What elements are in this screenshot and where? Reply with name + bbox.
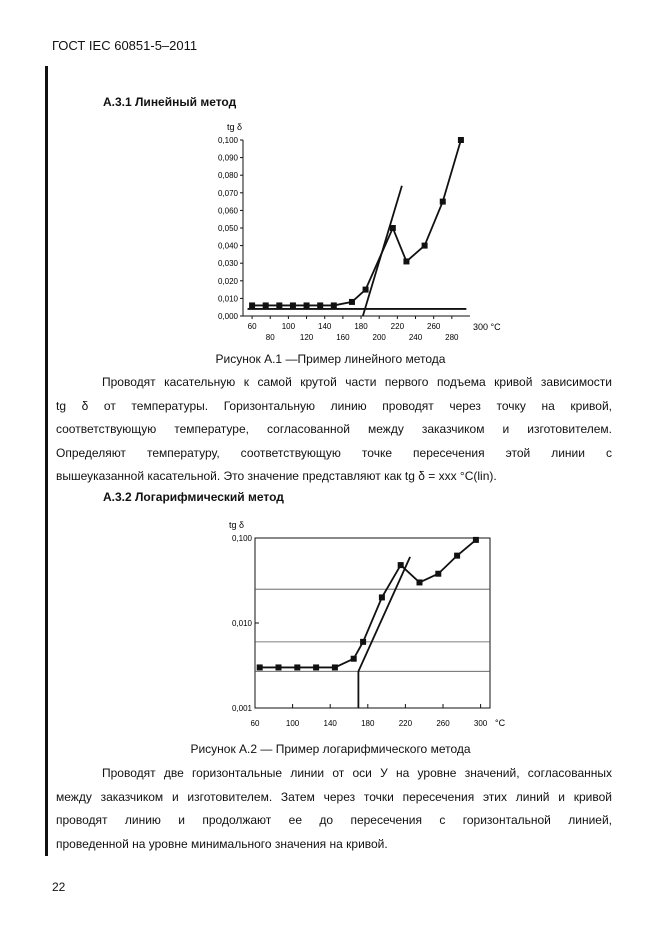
paragraph-line: проводят линию и продолжают ее до пересечения с горизонтальной линией,	[56, 813, 612, 827]
chart1-x-tick-label: 80	[265, 333, 275, 342]
chart1-data-point	[276, 302, 282, 308]
chart1-data-point	[349, 299, 355, 305]
paragraph-log	[56, 762, 612, 856]
chart1-x-tick-label: 160	[336, 333, 350, 342]
chart1-data-point	[390, 225, 396, 231]
linear-method-chart	[205, 120, 505, 350]
chart1-x-tick-label: 60	[247, 322, 257, 331]
chart1-y-tick-label: 0,060	[217, 206, 238, 216]
chart2-series-line	[260, 540, 476, 668]
chart2-x-tick-label: 100	[285, 719, 300, 728]
chart1-data-point	[317, 302, 323, 308]
figure-caption-1: Рисунок А.1 —Пример линейного метода	[215, 352, 446, 366]
chart1-y-tick-label: 0,080	[217, 171, 238, 181]
chart1-x-tick-label: 140	[318, 322, 332, 331]
chart1-x-tick-label: 100	[281, 322, 296, 331]
chart1-y-tick-label: 0,100	[217, 136, 238, 145]
chart1-y-tick-label: 0,090	[217, 153, 238, 163]
chart2-data-point	[435, 571, 441, 577]
chart2-data-point	[473, 537, 479, 543]
chart1-data-point	[249, 302, 255, 308]
chart2-data-point	[276, 664, 282, 670]
chart1-x-tick-label: 220	[390, 322, 405, 331]
chart1-y-tick-label: 0,070	[217, 188, 238, 198]
chart1-data-point	[304, 302, 310, 308]
chart2-y-tick-label: 0,001	[231, 704, 252, 713]
chart2-ylabel: tg δ	[229, 520, 245, 530]
chart2-data-point	[379, 594, 385, 600]
chart1-y-tick-label: 0,030	[217, 259, 238, 269]
chart2-frame	[255, 538, 490, 708]
section-title-log: А.3.2 Логарифмический метод	[103, 490, 284, 504]
chart2-data-point	[417, 579, 423, 585]
chart1-x-tick-label: 120	[299, 333, 314, 342]
chart2-data-point	[351, 656, 357, 662]
chart2-data-point	[454, 553, 460, 559]
chart2-y-tick-label: 0,010	[231, 619, 252, 628]
chart2-x-unit: °С	[495, 718, 506, 728]
chart2-x-tick-label: 260	[436, 719, 450, 728]
paragraph-line: соответствующую температуре, согласованной между заказчиком и изготовителем.	[56, 422, 612, 436]
chart1-ylabel: tg δ	[227, 122, 243, 132]
chart1-x-tick-label: 260	[427, 322, 441, 331]
chart1-y-tick-label: 0,050	[217, 224, 238, 233]
chart2-x-tick-label: 60	[250, 719, 260, 728]
chart2-data-point	[360, 639, 366, 645]
chart2-x-tick-label: 220	[398, 719, 413, 728]
chart2-data-point	[294, 664, 300, 670]
page-number: 22	[52, 880, 66, 894]
chart2-x-tick-label: 300	[473, 719, 488, 728]
chart1-data-point	[331, 302, 337, 308]
paragraph-linear	[56, 371, 612, 489]
paragraph-line: tg δ от температуры. Горизонтальную линию проводят через точку на кривой,	[56, 398, 612, 413]
chart1-data-point	[263, 302, 269, 308]
figure-caption-2: Рисунок А.2 — Пример логарифмического метода	[190, 742, 471, 756]
chart1-data-point	[422, 243, 428, 249]
chart1-data-point	[440, 199, 446, 205]
chart2-tangent-line	[358, 557, 410, 671]
paragraph-line: проведенной на уровне минимального значения на кривой.	[56, 836, 388, 851]
chart2-x-tick-label: 140	[323, 719, 337, 728]
chart1-data-point	[290, 302, 296, 308]
chart2-x-tick-label: 180	[361, 719, 375, 728]
change-bar	[45, 66, 48, 856]
chart1-x-tick-label: 180	[354, 322, 368, 331]
section-title-linear: А.3.1 Линейный метод	[103, 95, 237, 109]
chart1-data-point	[403, 258, 409, 264]
paragraph-line: вышеуказанной касательной. Это значение представляют как tg δ = xxx °С(lin).	[56, 469, 497, 483]
chart2-data-point	[257, 664, 263, 670]
chart1-y-tick-label: 0,020	[217, 276, 238, 286]
log-method-chart	[205, 515, 525, 740]
chart1-x-tick-label: 240	[408, 333, 423, 342]
paragraph-line: Проводят касательную к самой крутой части первого подъема кривой зависимости	[102, 375, 612, 389]
paragraph-line: между заказчиком и изготовителем. Затем через точки пересечения этих линий и кривой	[56, 789, 612, 804]
chart2-data-point	[313, 664, 319, 670]
chart1-series-line	[252, 140, 461, 305]
chart1-x-tick-label: 280	[445, 333, 459, 342]
document-header: ГОСТ IEC 60851-5–2011	[52, 38, 198, 53]
chart1-x-unit: 300 °С	[473, 322, 501, 332]
chart1-y-tick-label: 0,010	[217, 294, 238, 304]
chart1-y-tick-label: 0,040	[217, 241, 238, 251]
chart1-data-point	[363, 287, 369, 293]
paragraph-line: Определяют температуру, соответствующую точке пересечения этой линии с	[56, 445, 612, 460]
chart1-x-tick-label: 200	[372, 333, 386, 342]
chart2-y-tick-label: 0,100	[231, 534, 252, 543]
chart2-data-point	[398, 562, 404, 568]
chart1-y-tick-label: 0,000	[217, 312, 238, 321]
paragraph-line: Проводят две горизонтальные линии от оси У на уровне значений, согласованных	[102, 766, 612, 780]
chart2-data-point	[332, 664, 338, 670]
chart1-data-point	[458, 137, 464, 143]
